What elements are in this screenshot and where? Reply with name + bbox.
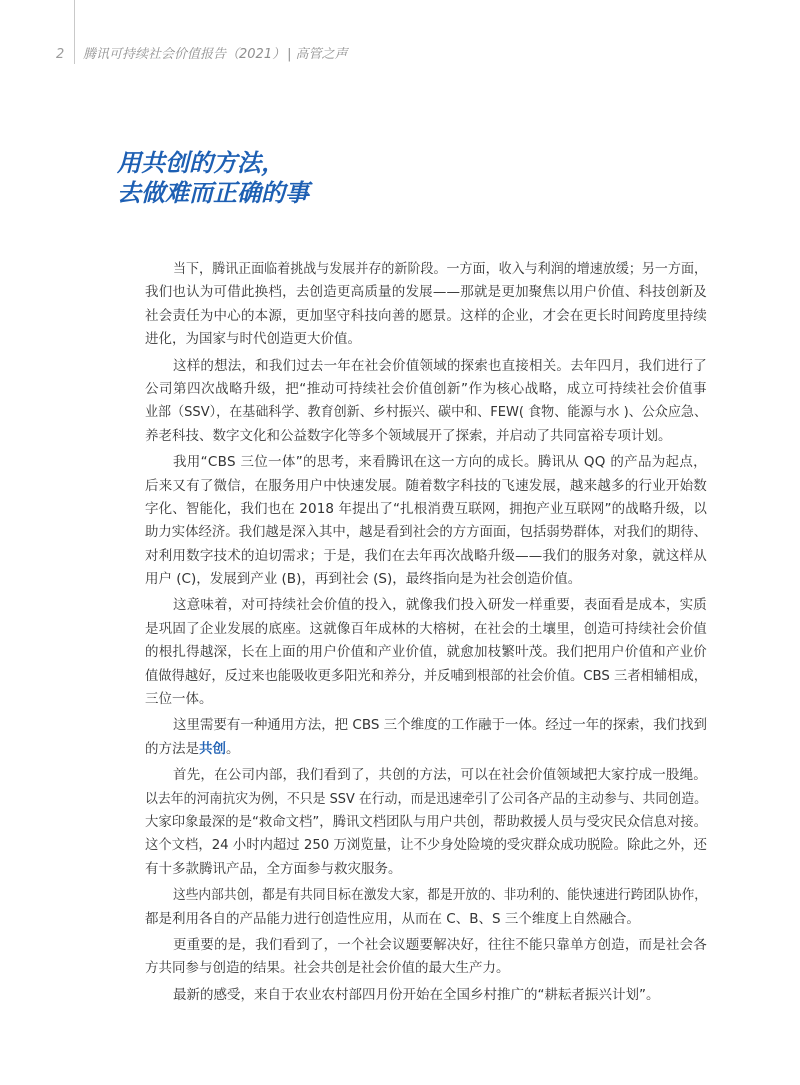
body-line — [145, 908, 707, 931]
paragraph — [145, 355, 707, 449]
page-number: 2 — [56, 47, 65, 62]
body-line — [145, 738, 707, 761]
article-title-line: 用共创的方法， — [117, 149, 285, 177]
paragraph — [145, 764, 707, 881]
body-line-text: 助力实体经济。我们越是深入其中，越是看到社会的方方面面，包括弱势群体，对我们的期待、 — [145, 524, 707, 541]
body-line-text: 以去年的河南抗灾为例，不只是 SSV 在行动，而是迅速牵引了公司各产品的主动参与、共同创造。 — [145, 790, 707, 807]
body-line — [145, 378, 707, 401]
body-line-text: 社会责任为中心的本源，更加坚守科技向善的愿景。这样的企业，才会在更长时间跨度里持续 — [145, 307, 707, 324]
body-line — [145, 545, 707, 568]
body-line — [145, 568, 707, 591]
body-line — [145, 475, 707, 498]
body-line-text: 这样的想法，和我们过去一年在社会价值领域的探索也直接相关。去年四月，我们进行了 — [173, 357, 707, 374]
body-line-text: 三位一体。 — [145, 691, 213, 708]
body-line-text: 方共同参与创造的结果。社会共创是社会价值的最大生产力。 — [145, 960, 510, 977]
section-name: 高管之声 — [295, 47, 348, 62]
body-line-text: 对利用数字技术的迫切需求；于是，我们在去年再次战略升级——我们的服务对象，就这样从 — [145, 547, 707, 564]
body-line — [145, 934, 707, 957]
body-line-text: 有十多款腾讯产品，全方面参与救灾服务。 — [145, 860, 402, 877]
paragraph — [145, 714, 707, 761]
body-line — [145, 834, 707, 857]
body-line-text: 用户 (C)，发展到产业 (B)，再到社会 (S)，最终指向是为社会创造价值。 — [145, 571, 582, 588]
body-line — [145, 305, 707, 328]
body-line — [145, 618, 707, 641]
article-body — [145, 258, 707, 1010]
body-line — [145, 884, 707, 907]
body-text-segment: 的方法是 — [145, 740, 199, 757]
body-line — [145, 665, 707, 688]
body-line — [145, 355, 707, 378]
paragraph — [145, 984, 707, 1007]
body-line-text: 当下，腾讯正面临着挑战与发展并存的新阶段。一方面，收入与利润的增速放缓；另一方面， — [173, 261, 707, 277]
body-line-text: 养老科技、数字文化和公益数字化等多个领域展开了探索，并启动了共同富裕专项计划。 — [145, 427, 672, 444]
body-line — [145, 328, 707, 351]
emphasis-text: 共创 — [199, 740, 226, 757]
body-line — [145, 258, 707, 281]
body-line-text: 这意味着，对可持续社会价值的投入，就像我们投入研发一样重要，表面看是成本，实质 — [173, 597, 707, 614]
body-line-text: 业部（SSV），在基础科学、教育创新、乡村振兴、碳中和、FEW( 食物、能源与水 )、公众应急、 — [145, 404, 707, 421]
body-line — [145, 401, 707, 424]
body-line — [145, 688, 707, 711]
article-title — [117, 148, 309, 208]
body-line-text: 后来又有了微信，在服务用户中快速发展。随着数字科技的飞速发展，越来越多的行业开始数 — [145, 477, 707, 494]
body-line — [145, 788, 707, 811]
body-line-text: 首先，在公司内部，我们看到了，共创的方法，可以在社会价值领域把大家拧成一股绳。 — [173, 767, 707, 784]
body-line-text: 公司第四次战略升级，把“推动可持续社会价值创新”作为核心战略，成立可持续社会价值事 — [145, 380, 707, 397]
body-line — [145, 594, 707, 617]
body-text-segment: 。 — [226, 740, 240, 757]
body-line-text: 的根扎得越深，长在上面的用户价值和产业价值，就愈加枝繁叶茂。我们把用户价值和产业价 — [145, 644, 707, 661]
body-line-text: 都是利用各自的产品能力进行创造性应用，从而在 C、B、S 三个维度上自然融合。 — [145, 910, 640, 927]
body-line — [145, 521, 707, 544]
body-line-text: 这里需要有一种通用方法，把 CBS 三个维度的工作融于一体。经过一年的探索，我们找到 — [173, 717, 707, 734]
body-line-text: 这个文档，24 小时内超过 250 万浏览量，让不少身处险境的受灾群众成功脱险。除此之外，还 — [145, 837, 707, 854]
body-line — [145, 957, 707, 980]
body-line — [145, 984, 707, 1007]
running-title — [83, 46, 348, 64]
body-line-text: 我用“CBS 三位一体”的思考，来看腾讯在这一方向的成长。腾讯从 QQ 的产品为起点， — [173, 454, 707, 471]
body-line — [145, 641, 707, 664]
paragraph — [145, 451, 707, 591]
body-line-text: 进化，为国家与时代创造更大价值。 — [145, 331, 361, 348]
body-line — [145, 858, 707, 881]
header-rule — [74, 0, 75, 64]
paragraph — [145, 934, 707, 981]
running-title-separator: | — [287, 47, 292, 62]
report-title: 腾讯可持续社会价值报告（2021） — [83, 47, 286, 62]
body-line-text: 字化、智能化，我们也在 2018 年提出了“扎根消费互联网，拥抱产业互联网”的战略升级，以 — [145, 500, 707, 517]
body-line-text: 值做得越好，反过来也能吸收更多阳光和养分，并反哺到根部的社会价值。CBS 三者相辅相成， — [145, 667, 707, 684]
body-line-text: 更重要的是，我们看到了，一个社会议题要解决好，往往不能只靠单方创造，而是社会各 — [173, 936, 707, 953]
body-line-text: 这些内部共创，都是有共同目标在激发大家，都是开放的、非功利的、能快速进行跨团队协作， — [173, 887, 707, 904]
body-line — [145, 811, 707, 834]
body-line-text — [145, 738, 240, 761]
paragraph — [145, 258, 707, 352]
body-line — [145, 425, 707, 448]
body-line-text: 我们也认为可借此换档，去创造更高质量的发展——那就是更加聚焦以用户价值、科技创新及 — [145, 284, 707, 301]
body-line — [145, 764, 707, 787]
body-line — [145, 451, 707, 474]
body-line — [145, 714, 707, 737]
body-line-text: 大家印象最深的是“救命文档”，腾讯文档团队与用户共创，帮助救援人员与受灾民众信息对接。 — [145, 813, 707, 830]
article-title-line: 去做难而正确的事 — [117, 179, 309, 207]
paragraph — [145, 884, 707, 931]
body-line — [145, 498, 707, 521]
paragraph — [145, 594, 707, 711]
body-line-text: 最新的感受，来自于农业农村部四月份开始在全国乡村推广的“耕耘者振兴计划”。 — [173, 986, 660, 1003]
body-line — [145, 281, 707, 304]
body-line-text: 是巩固了企业发展的底座。这就像百年成林的大榕树，在社会的土壤里，创造可持续社会价值 — [145, 620, 707, 637]
